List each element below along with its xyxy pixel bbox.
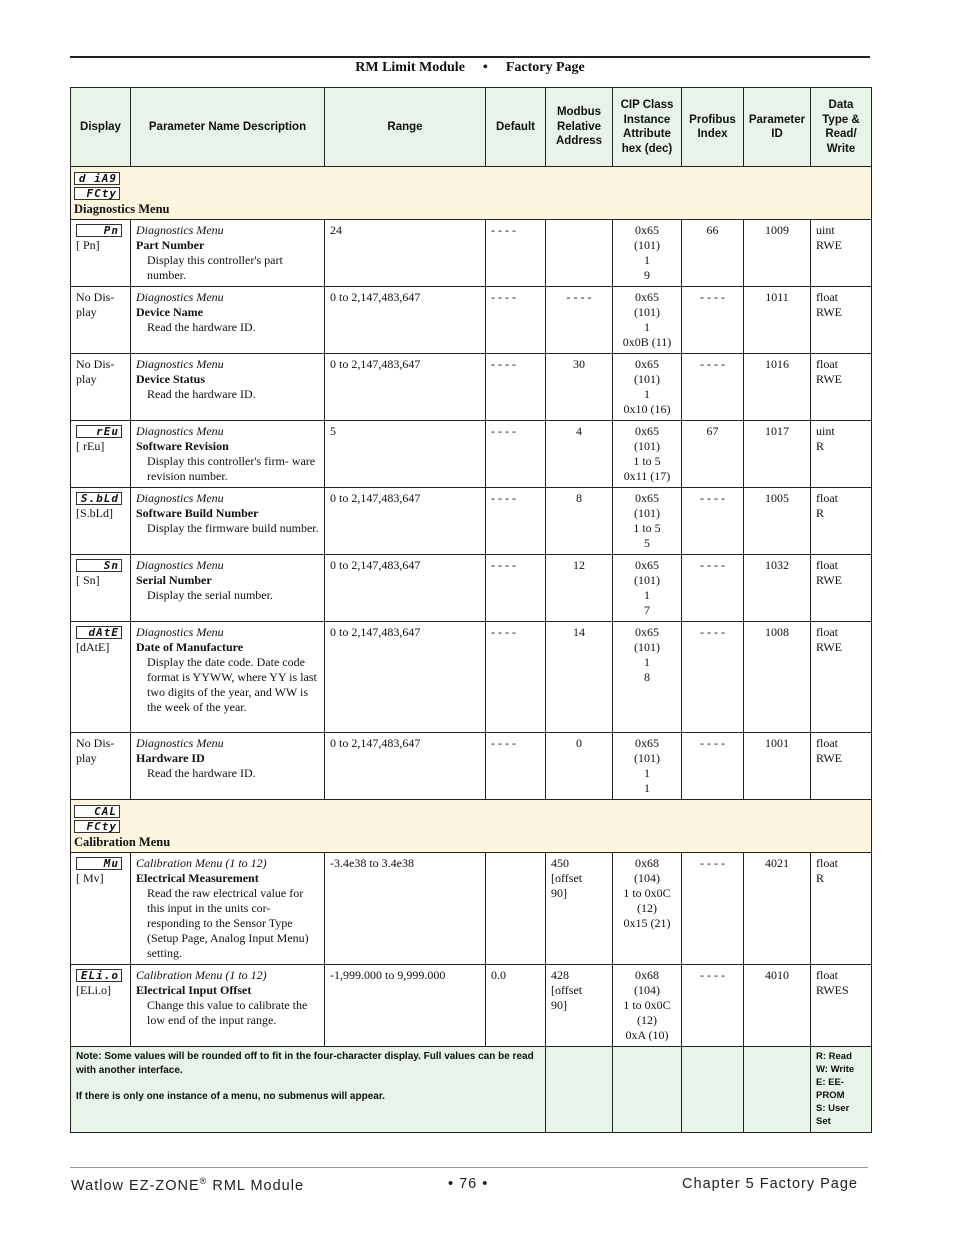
modbus-cell [546,853,613,965]
cip-line: (101) [634,506,660,520]
range-cell: -3.4e38 to 3.4e38 [325,853,486,965]
cip-line: 1 to 5 [633,521,661,535]
display-cell [71,733,131,800]
param-id-cell: 1009 [744,220,811,287]
cip-line: 0x0B (11) [622,335,672,349]
cip-line: 8 [644,670,650,684]
note-empty-cell [682,1047,744,1133]
footer-product: RML Module [207,1177,305,1194]
menu-label: Diagnostics Menu [136,290,224,304]
data-type-cell [811,733,872,800]
data-type-line: float [816,968,838,982]
display-cell [71,622,131,733]
param-name-cell [131,853,325,965]
display-cell [71,488,131,555]
cip-line: (104) [634,983,660,997]
cip-line: (12) [637,1013,657,1027]
cip-line: (101) [634,573,660,587]
display-cell [71,421,131,488]
range-cell: 0 to 2,147,483,647 [325,555,486,622]
table-row [71,853,872,965]
menu-label: Diagnostics Menu [136,491,224,505]
param-name-cell [131,421,325,488]
data-type-line: RWE [816,573,842,587]
data-type-line: R [816,439,825,453]
table-header-row [71,88,872,167]
data-type-line: uint [816,424,835,438]
data-type-cell [811,965,872,1047]
default-cell: - - - - [486,622,546,733]
cip-line: 0x65 [635,424,659,438]
cip-line: 1 [644,655,650,669]
data-type-cell [811,354,872,421]
profibus-cell: - - - - [682,733,744,800]
modbus-cell: 4 [546,421,613,488]
data-type-cell [811,622,872,733]
display-cell [71,220,131,287]
col-profibus: Profibus Index [682,88,744,167]
cip-line: (104) [634,871,660,885]
menu-label: Diagnostics Menu [136,223,224,237]
display-cell [71,354,131,421]
param-name: Electrical Input Offset [136,983,252,997]
menu-label: Diagnostics Menu [136,558,224,572]
default-cell: - - - - [486,733,546,800]
data-type-line: float [816,856,838,870]
profibus-cell: 66 [682,220,744,287]
display-code: [S.bLd] [76,506,113,520]
display-cell [71,287,131,354]
col-default: Default [486,88,546,167]
param-description: Read the raw electrical value for this input in the units cor- responding to the Sensor Type (Setup Page, Analog Input Menu) setting. [147,886,309,960]
note-empty-cell [613,1047,682,1133]
range-cell: 24 [325,220,486,287]
param-name: Date of Manufacture [136,640,244,654]
profibus-cell: - - - - [682,853,744,965]
cip-cell [613,853,682,965]
cip-line: (101) [634,372,660,386]
cip-cell [613,733,682,800]
param-description: Display this controller's part number. [147,253,283,282]
cip-line: 0x65 [635,357,659,371]
modbus-cell: 30 [546,354,613,421]
param-id-cell: 1032 [744,555,811,622]
range-cell: 0 to 2,147,483,647 [325,622,486,733]
param-name: Device Name [136,305,203,319]
display-cell [71,853,131,965]
display-code: [ Pn] [76,238,100,252]
cip-line: 5 [644,536,650,550]
cip-line: 0xA (10) [625,1028,669,1042]
parameter-table [70,87,872,1133]
note-text-1: Note: Some values will be rounded off to fit in the four-character display. Full values can be read with another interface. [76,1051,534,1076]
param-id-cell: 4021 [744,853,811,965]
display-code: [ Mv] [76,871,104,885]
cip-line: 1 to 5 [633,454,661,468]
header-module: RM Limit Module [355,60,465,75]
legend-cell [811,1047,872,1133]
col-cip: CIP Class Instance Attribute hex (dec) [613,88,682,167]
cip-cell [613,421,682,488]
display-cell [71,965,131,1047]
table-row [71,555,872,622]
cip-line: (101) [634,751,660,765]
data-type-cell [811,853,872,965]
section-name: Diagnostics Menu [74,202,170,216]
param-id-cell: 1011 [744,287,811,354]
menu-label: Calibration Menu (1 to 12) [136,968,267,982]
cip-cell [613,220,682,287]
data-type-line: float [816,491,838,505]
modbus-line: 450 [551,856,569,870]
col-param-id: Parameter ID [744,88,811,167]
cip-line: 0x65 [635,736,659,750]
param-name-cell [131,733,325,800]
cip-line: 0x10 (16) [623,402,671,416]
note-empty-cell [744,1047,811,1133]
lcd-display-bottom: FCty [74,187,120,200]
cip-line: 0x68 [635,968,659,982]
param-name: Device Status [136,372,205,386]
col-range: Range [325,88,486,167]
default-cell: 0.0 [486,965,546,1047]
cip-line: 1 [644,253,650,267]
cip-line: 0x11 (17) [623,469,671,483]
param-name: Serial Number [136,573,212,587]
cip-line: 1 [644,387,650,401]
param-name-cell [131,555,325,622]
cip-cell [613,965,682,1047]
param-name: Hardware ID [136,751,205,765]
profibus-cell: 67 [682,421,744,488]
cip-line: 1 [644,781,650,795]
modbus-line: [offset [551,871,583,885]
cip-line: (101) [634,640,660,654]
cip-line: 0x65 [635,223,659,237]
cip-line: 0x65 [635,558,659,572]
data-type-line: float [816,736,838,750]
cip-line: (12) [637,901,657,915]
param-name: Electrical Measurement [136,871,259,885]
top-rule [70,56,870,58]
data-type-line: RWE [816,372,842,386]
param-id-cell: 4010 [744,965,811,1047]
lcd-display-top: d iA9 [74,172,120,185]
param-description: Display the serial number. [147,588,273,602]
display-code: [ELi.o] [76,983,111,997]
param-name-cell [131,622,325,733]
data-type-line: RWE [816,238,842,252]
data-type-cell [811,287,872,354]
data-type-line: float [816,357,838,371]
cip-line: 9 [644,268,650,282]
footer-brand-name: Watlow EZ-ZONE [71,1177,200,1194]
col-display: Display [71,88,131,167]
cip-line: 0x65 [635,625,659,639]
cip-line: 1 to 0x0C [623,998,671,1012]
cip-line: 0x68 [635,856,659,870]
default-cell: - - - - [486,220,546,287]
data-type-line: float [816,625,838,639]
table-row [71,287,872,354]
modbus-cell: 0 [546,733,613,800]
cip-line: 1 to 0x0C [623,886,671,900]
legend-line: S: User Set [816,1103,850,1127]
lcd-display-top: CAL [74,805,120,818]
profibus-cell: - - - - [682,965,744,1047]
note-empty-cell [546,1047,613,1133]
modbus-cell [546,965,613,1047]
header-page: Factory Page [505,60,585,75]
default-cell: - - - - [486,421,546,488]
param-id-cell: 1017 [744,421,811,488]
display-code: [dAtE] [76,640,110,654]
cip-line: 1 [644,588,650,602]
cip-line: 0x65 [635,491,659,505]
modbus-line: [offset [551,983,583,997]
lcd-display: Pn [76,224,122,237]
lcd-display: Mu [76,857,122,870]
data-type-line: float [816,558,838,572]
cip-cell [613,488,682,555]
param-name-cell [131,354,325,421]
param-description: Read the hardware ID. [147,766,256,780]
legend-line: E: EE- PROM [816,1077,845,1101]
modbus-line: 428 [551,968,569,982]
cip-line: 0x15 (21) [623,916,671,930]
param-description: Display the date code. Date code format is YYWW, where YY is last two digits of the year, and WW is the week of the year. [147,655,317,714]
param-description: Read the hardware ID. [147,387,256,401]
range-cell: 0 to 2,147,483,647 [325,287,486,354]
profibus-cell: - - - - [682,555,744,622]
section-name: Calibration Menu [74,835,171,849]
data-type-line: RWES [816,983,849,997]
note-row [71,1047,872,1133]
param-description: Display the firmware build number. [147,521,319,535]
data-type-line: RWE [816,640,842,654]
display-code: No Dis- play [76,736,115,765]
section-cell [71,167,872,220]
col-data-type: Data Type & Read/ Write [811,88,872,167]
modbus-cell: 14 [546,622,613,733]
header-bullet: • [482,60,488,75]
cip-line: (101) [634,238,660,252]
col-param-name: Parameter Name Description [131,88,325,167]
section-cell [71,800,872,853]
menu-label: Diagnostics Menu [136,357,224,371]
lcd-display: ELi.o [76,969,122,982]
table-row [71,220,872,287]
param-name-cell [131,287,325,354]
data-type-line: R [816,506,825,520]
param-name: Software Build Number [136,506,259,520]
range-cell: -1,999.000 to 9,999.000 [325,965,486,1047]
cip-line: (101) [634,305,660,319]
data-type-cell [811,488,872,555]
data-type-line: R [816,871,825,885]
col-modbus: Modbus Relative Address [546,88,613,167]
lcd-display: dAtE [76,626,122,639]
range-cell: 0 to 2,147,483,647 [325,488,486,555]
lcd-display-bottom: FCty [74,820,120,833]
cip-cell [613,354,682,421]
range-cell: 0 to 2,147,483,647 [325,733,486,800]
menu-label: Diagnostics Menu [136,625,224,639]
lcd-display: rEu [76,425,122,438]
lcd-display: Sn [76,559,122,572]
param-name-cell [131,220,325,287]
modbus-cell [546,220,613,287]
data-type-line: RWE [816,751,842,765]
table-row [71,622,872,733]
cip-cell [613,287,682,354]
modbus-cell: 8 [546,488,613,555]
data-type-cell [811,555,872,622]
cip-line: 1 [644,766,650,780]
cip-line: 1 [644,320,650,334]
footer-page-number: • 76 • [448,1176,489,1192]
lcd-display: S.bLd [76,492,122,505]
param-description: Change this value to calibrate the low end of the input range. [147,998,308,1027]
data-type-line: uint [816,223,835,237]
cip-line: 0x65 [635,290,659,304]
default-cell [486,853,546,965]
table-row [71,965,872,1047]
modbus-cell: 12 [546,555,613,622]
cip-line: (101) [634,439,660,453]
default-cell: - - - - [486,488,546,555]
note-cell [71,1047,546,1133]
default-cell: - - - - [486,555,546,622]
menu-label: Diagnostics Menu [136,736,224,750]
table-row [71,488,872,555]
table-row [71,354,872,421]
data-type-cell [811,421,872,488]
range-cell: 5 [325,421,486,488]
modbus-line: 90] [551,998,567,1012]
param-name: Part Number [136,238,205,252]
legend-line: W: Write [816,1064,855,1075]
footer-rule [70,1167,868,1168]
footer-brand [71,1176,304,1194]
footer-chapter: Chapter 5 Factory Page [682,1176,858,1192]
cip-cell [613,622,682,733]
range-cell: 0 to 2,147,483,647 [325,354,486,421]
default-cell: - - - - [486,287,546,354]
param-name: Software Revision [136,439,229,453]
legend-line: R: Read [816,1051,852,1062]
note-text-2: If there is only one instance of a menu, no submenus will appear. [76,1091,385,1102]
param-name-cell [131,488,325,555]
modbus-cell: - - - - [546,287,613,354]
profibus-cell: - - - - [682,488,744,555]
profibus-cell: - - - - [682,354,744,421]
cip-cell [613,555,682,622]
display-code: No Dis- play [76,290,115,319]
param-id-cell: 1008 [744,622,811,733]
display-code: [ Sn] [76,573,100,587]
display-code: No Dis- play [76,357,115,386]
section-row-cal [71,800,872,853]
section-row-diag [71,167,872,220]
table-row [71,733,872,800]
display-cell [71,555,131,622]
display-code: [ rEu] [76,439,105,453]
param-name-cell [131,965,325,1047]
cip-line: 7 [644,603,650,617]
modbus-line: 90] [551,886,567,900]
param-description: Display this controller's firm- ware revision number. [147,454,316,483]
data-type-line: RWE [816,305,842,319]
page-header [70,60,870,76]
param-description: Read the hardware ID. [147,320,256,334]
default-cell: - - - - [486,354,546,421]
registered-mark: ® [199,1176,208,1186]
menu-label: Diagnostics Menu [136,424,224,438]
data-type-line: float [816,290,838,304]
profibus-cell: - - - - [682,622,744,733]
menu-label: Calibration Menu (1 to 12) [136,856,267,870]
param-id-cell: 1005 [744,488,811,555]
profibus-cell: - - - - [682,287,744,354]
param-id-cell: 1001 [744,733,811,800]
table-row [71,421,872,488]
param-id-cell: 1016 [744,354,811,421]
data-type-cell [811,220,872,287]
